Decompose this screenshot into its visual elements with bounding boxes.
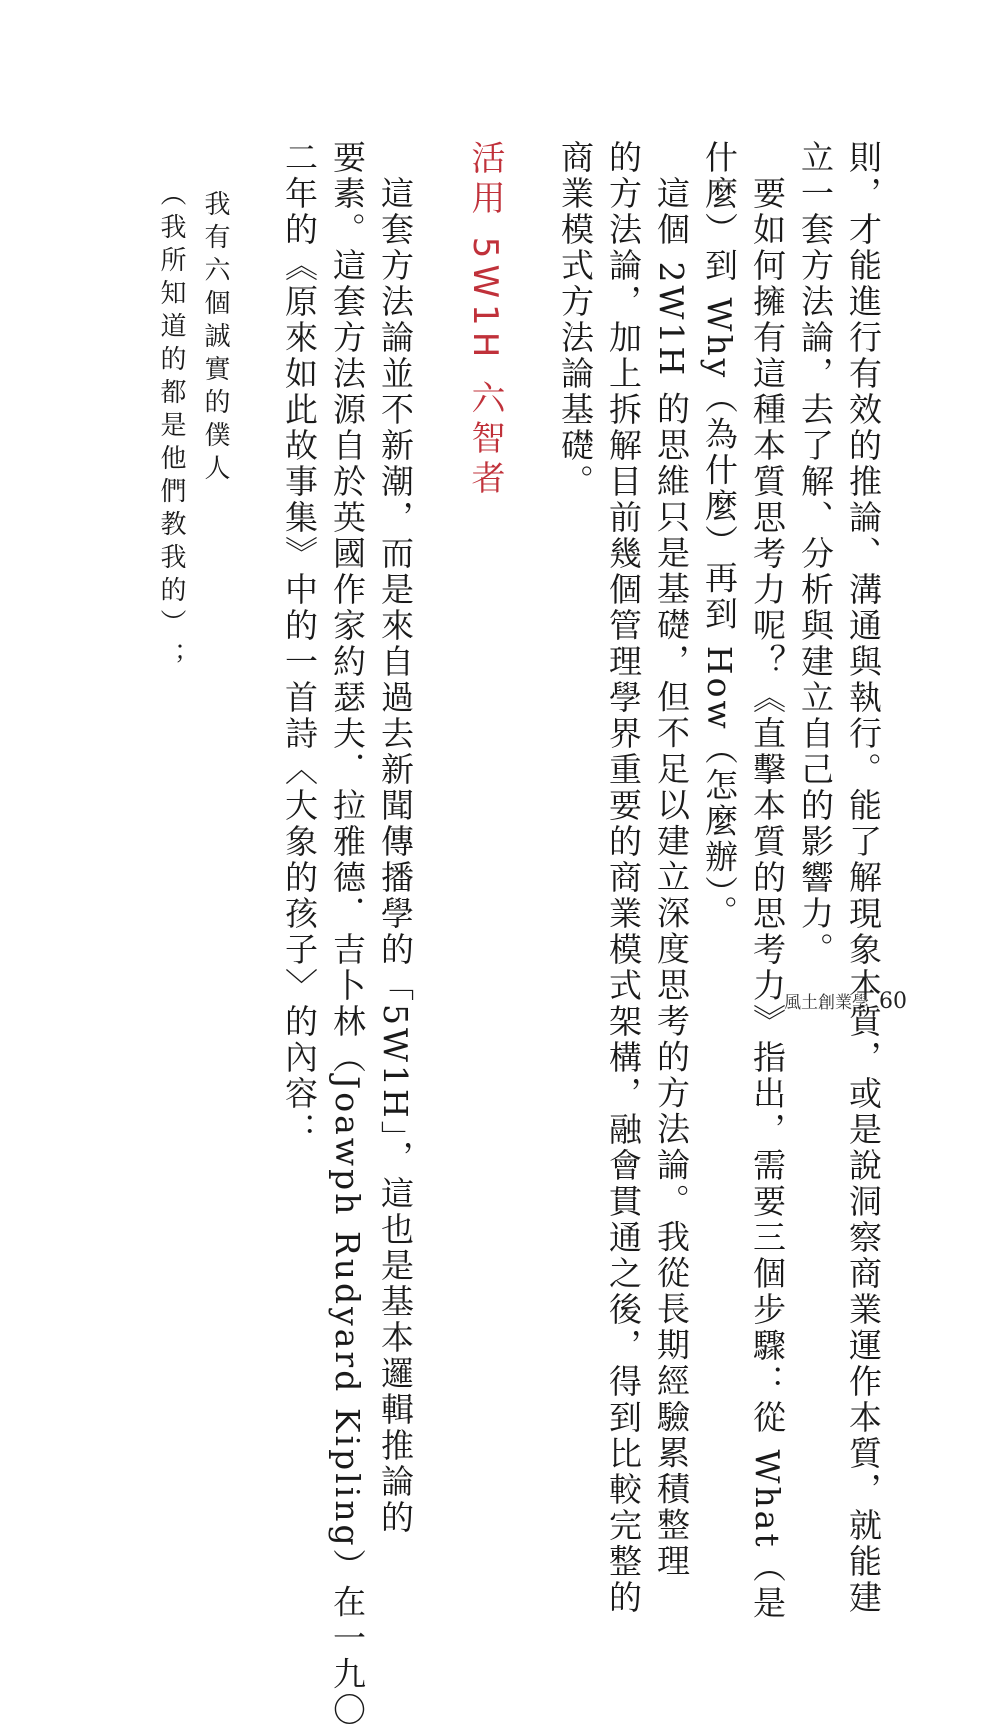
body-column-2: 要素。這套方法源自於英國作家約瑟夫．拉雅德．吉卜林（Joawph Rudyard Kipling）在一九〇 (328, 140, 367, 1729)
text-column-5: 這個 2W1H 的思維只是基礎，但不足以建立深度思考的方法論。我從長期經驗累積整理 (652, 140, 691, 1580)
text-column-1: 則，才能進行有效的推論、溝通與執行。能了解現象本質，或是說洞察商業運作本質，就能建 (844, 140, 883, 1616)
body-column-3: 二年的《原來如此故事集》中的一首詩〈大象的孩子〉的內容： (280, 140, 319, 1148)
poem-line-1: 我有六個誠實的僕人 (200, 190, 230, 487)
page-footer (784, 988, 907, 1014)
body-column-1: 這套方法論並不新潮，而是來自過去新聞傳播學的「5W1H」，這也是基本邏輯推論的 (376, 140, 415, 1537)
book-title: 風土創業學 (784, 993, 869, 1013)
section-heading: 活用 5W1H 六智者 (465, 140, 505, 501)
text-column-4: 什麼）到 Why（為什麼）再到 How（怎麼辦）。 (700, 140, 739, 932)
poem-line-2: （我所知道的都是他們教我的）； (156, 180, 186, 675)
text-column-6: 的方法論，加上拆解目前幾個管理學界重要的商業模式架構，融會貫通之後，得到比較完整的 (604, 140, 643, 1616)
text-column-3: 要如何擁有這種本質思考力呢？《直擊本質的思考力》指出，需要三個步驟：從 What（是 (748, 140, 787, 1622)
text-column-7: 商業模式方法論基礎。 (556, 140, 595, 500)
text-column-2: 立一套方法論，去了解、分析與建立自己的影響力。 (796, 140, 835, 968)
page-number: 60 (879, 989, 907, 1014)
